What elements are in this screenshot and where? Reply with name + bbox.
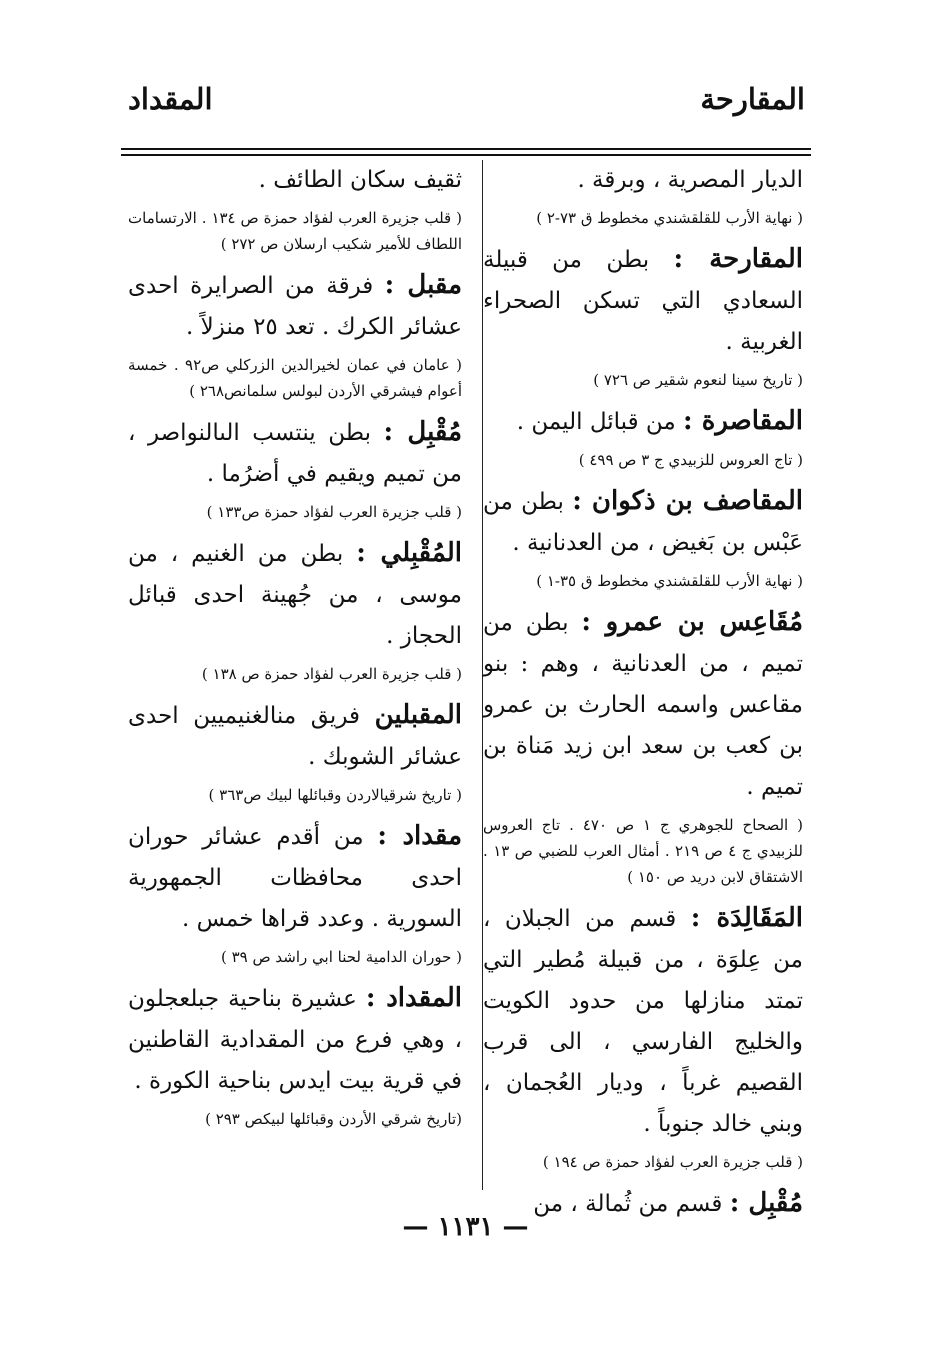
entry-text: ثقيف سكان الطائف . xyxy=(258,167,462,193)
dictionary-entry xyxy=(128,533,462,657)
source-citation: ( نهاية الأرب للقلقشندي مخطوط ق ٣٥-١ ) xyxy=(536,572,803,590)
entry-text: عشيرة بناحية جبلعجلون ، وهي فرع من المقدادية القاطنين في قرية بيت ايدس بناحية الكورة . xyxy=(128,986,462,1094)
dictionary-entry xyxy=(483,401,803,443)
header-rule xyxy=(121,148,811,150)
dictionary-entry xyxy=(128,412,462,495)
source-citation: (تاريخ شرقي الأردن وقبائلها لبيكص ٢٩٣ ) xyxy=(205,1110,462,1128)
source-citation: ( قلب جزيرة العرب لفؤاد حمزة ص ١٣٤ . الارتسامات اللطاف للأمير شكيب ارسلان ص ٢٧٢ ) xyxy=(128,209,462,253)
dictionary-entry xyxy=(483,239,803,363)
entry-text: من قبائل اليمن . xyxy=(516,409,684,435)
dictionary-entry xyxy=(128,978,462,1102)
running-head-right: المقارحة xyxy=(700,82,805,116)
entry-text: فريق منالغنيميين احدى عشائر الشوبك . xyxy=(128,703,462,770)
entry-term: المُقْبِلي : xyxy=(356,538,463,568)
entry-continuation xyxy=(483,160,803,201)
entry-text: قسم من الجبلان ، من عِلوَة ، من قبيلة مُطير التي تمتد منازلها من حدود الكويت والخليج الفارسي ، الى قرب القصيم غرباً ، وديار العُجمان ، وبني خالد جنوباً . xyxy=(483,906,803,1137)
entry-text: الديار المصرية ، وبرقة . xyxy=(577,167,803,193)
running-head-left: المقداد xyxy=(128,82,213,116)
left-column xyxy=(128,160,462,1140)
entry-continuation xyxy=(128,160,462,201)
source-citation: ( قلب جزيرة العرب لفؤاد حمزة ص١٣٣ ) xyxy=(206,503,462,521)
entry-term: المقداد : xyxy=(365,983,462,1013)
entry-term: المَقَالِدَة : xyxy=(690,903,803,933)
entry-text: بطن من تميم ، من العدنانية ، وهم : بنو مقاعس واسمه الحارث بن عمرو بن كعب بن سعد ابن زيد مَناة بن تميم . xyxy=(483,610,803,800)
entry-term: المقاصرة : xyxy=(683,406,803,436)
source-citation: ( قلب جزيرة العرب لفؤاد حمزة ص ١٣٨ ) xyxy=(201,665,462,683)
source-citation: ( نهاية الأرب للقلقشندي مخطوط ق ٧٣-٢ ) xyxy=(536,209,803,227)
entry-term: مقداد : xyxy=(377,821,462,851)
entry-term: مقبل : xyxy=(384,270,462,300)
entry-term: مُقَاعِس بن عمرو : xyxy=(581,607,804,637)
dictionary-entry xyxy=(483,898,803,1145)
right-column xyxy=(483,160,803,1229)
source-citation: ( حوران الدامية لحنا ابي راشد ص ٣٩ ) xyxy=(221,948,462,966)
entry-text: من أقدم عشائر حوران احدى محافظات الجمهورية السورية . وعدد قراها خمس . xyxy=(128,824,462,932)
entry-term: المقاصف بن ذكوان : xyxy=(572,486,803,516)
entry-term: المقارحة : xyxy=(673,244,804,274)
entry-text: بطن من الغنيم ، من موسى ، من جُهينة احدى قبائل الحجاز . xyxy=(128,541,462,649)
source-citation: ( قلب جزيرة العرب لفؤاد حمزة ص ١٩٤ ) xyxy=(542,1153,803,1171)
source-citation: ( عامان في عمان لخيرالدين الزركلي ص٩٢ . خمسة أعوام فيشرقي الأردن لبولس سلمانص٢٦٨ ) xyxy=(128,356,463,400)
entry-term: مُقْبِل : xyxy=(383,417,463,447)
source-citation: ( تاج العروس للزبيدي ج ٣ ص ٤٩٩ ) xyxy=(578,451,803,469)
page-number: — ١١٣١ — xyxy=(402,1212,529,1242)
dictionary-entry xyxy=(483,481,803,564)
entry-text: بطن من قبيلة السعادي التي تسكن الصحراء الغربية . xyxy=(483,247,803,355)
dictionary-entry xyxy=(128,695,462,778)
entry-term: مُقْبِل : xyxy=(729,1188,803,1218)
entry-term: المقبلين xyxy=(374,700,462,730)
source-citation: ( تاريخ شرقيالاردن وقبائلها لبيك ص٣٦٣ ) xyxy=(208,786,462,804)
entry-text: قسم من ثُمالة ، من xyxy=(533,1191,730,1217)
dictionary-entry xyxy=(128,816,462,940)
dictionary-entry xyxy=(483,602,803,808)
header-rule xyxy=(121,154,811,156)
source-citation: ( الصحاح للجوهري ج ١ ص ٤٧٠ . تاج العروس للزبيدي ج ٤ ص ٢١٩ . أمثال العرب للضبي ص ١٣ . الاشتقاق لابن دريد ص ١٥٠ ) xyxy=(483,816,804,886)
dictionary-entry xyxy=(128,265,462,348)
entry-text: بطن من عَبْس بن بَغيض ، من العدنانية . xyxy=(483,489,803,556)
source-citation: ( تاريخ سينا لنعوم شقير ص ٧٢٦ ) xyxy=(593,371,803,389)
entry-text: بطن ينتسب الىالنواصر ، من تميم ويقيم في أضرُما . xyxy=(128,420,462,487)
entry-text: فرقة من الصرايرة احدى عشائر الكرك . تعد ٢٥ منزلاً . xyxy=(128,273,462,340)
